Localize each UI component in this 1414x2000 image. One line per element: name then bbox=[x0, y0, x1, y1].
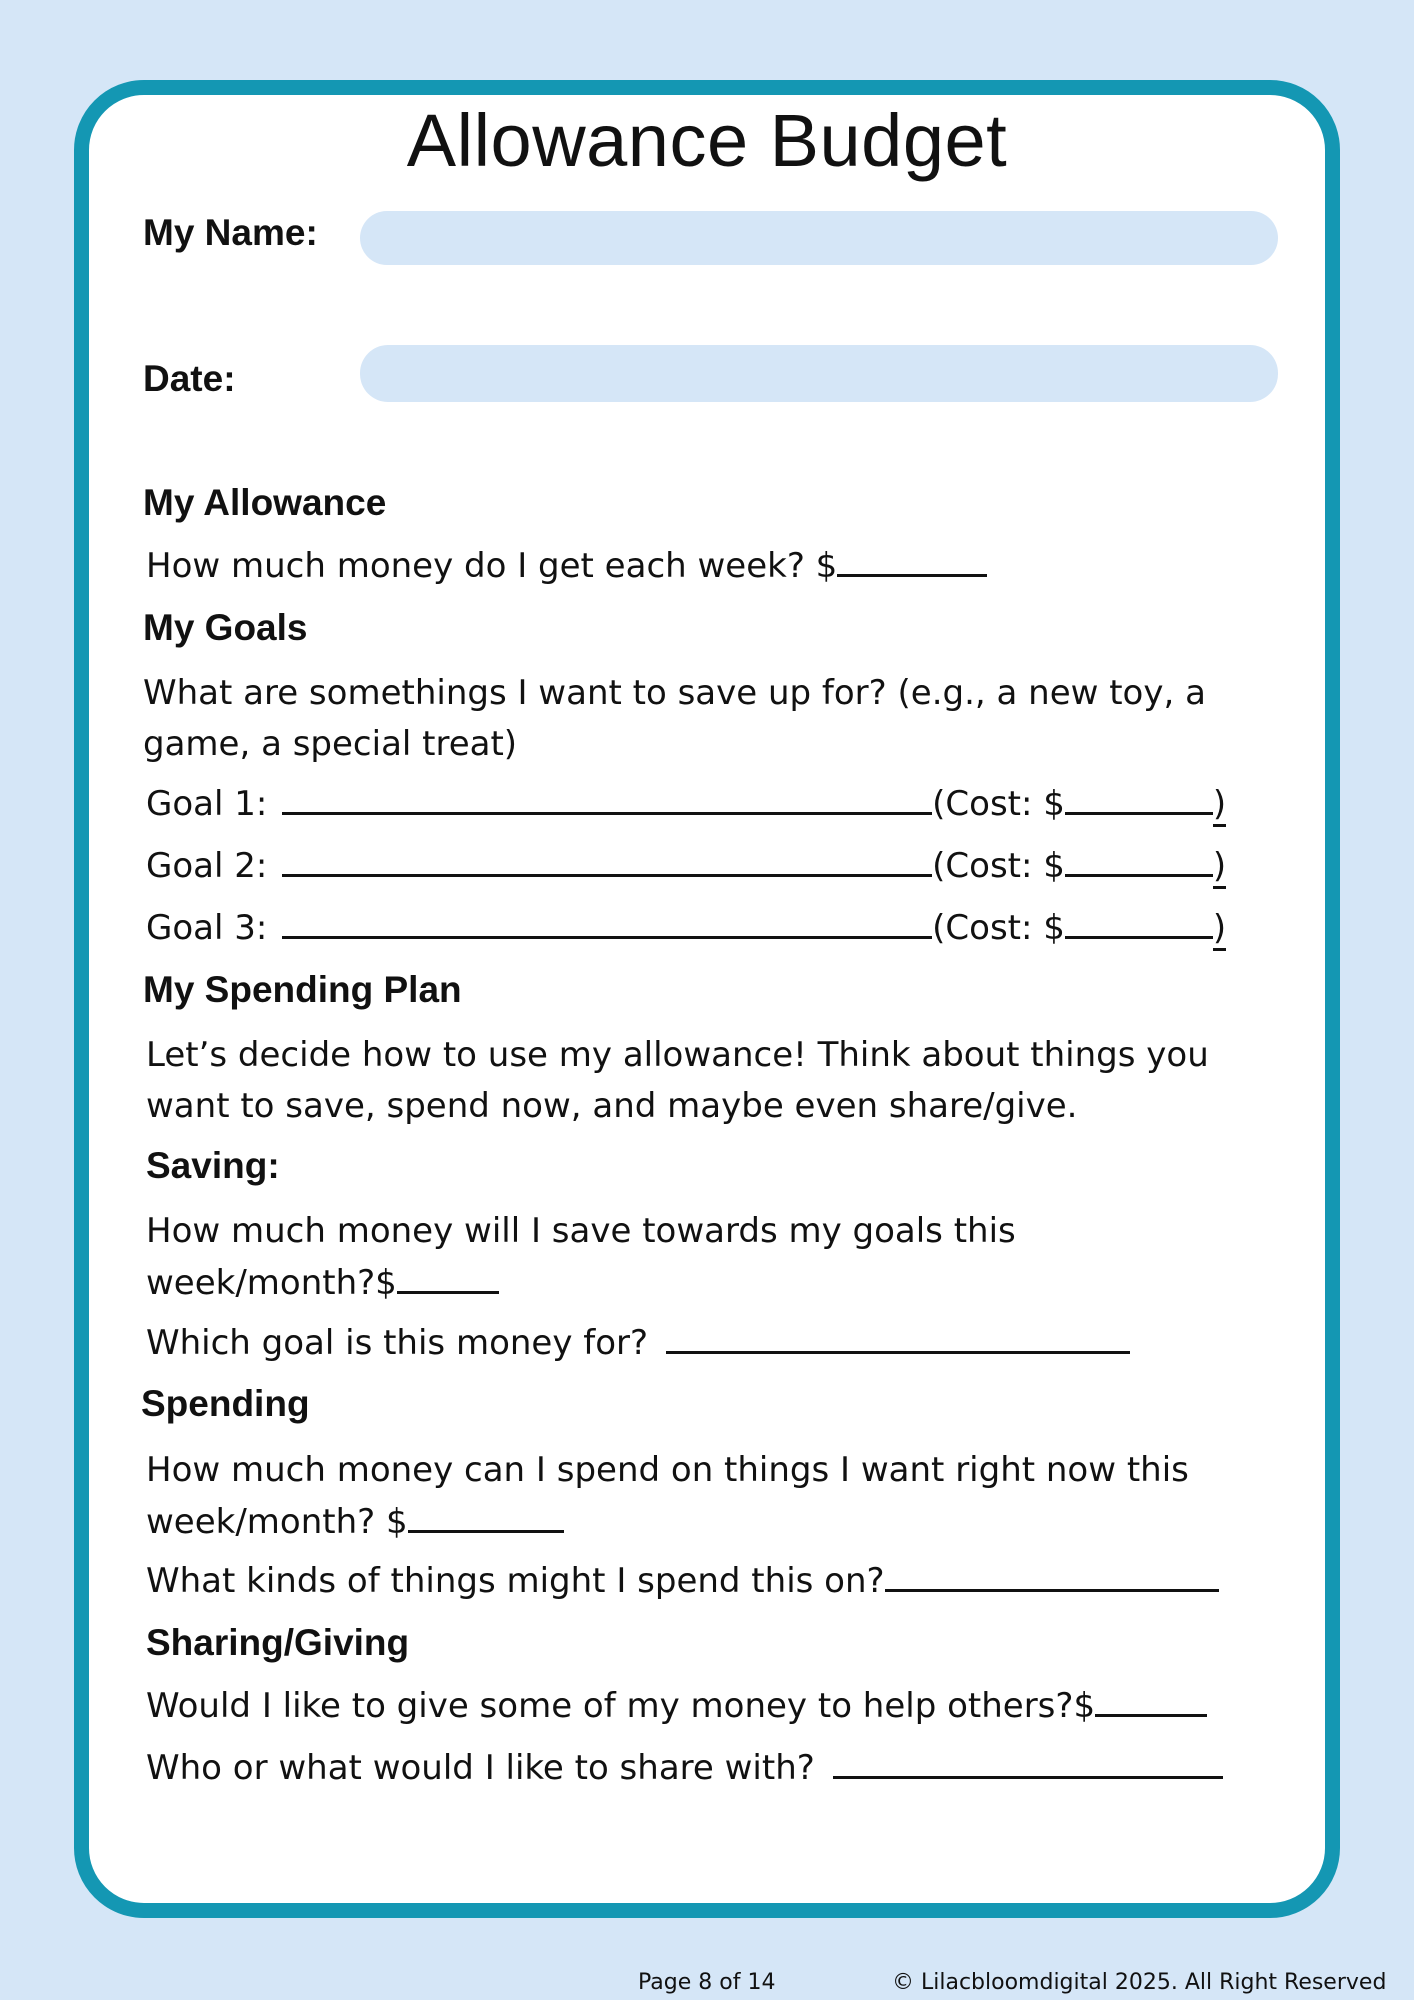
goal-1-blank[interactable] bbox=[282, 782, 932, 815]
saving-question: How much money will I save towards my goals this week/month?$ bbox=[146, 1211, 1016, 1303]
saving-goal-question: Which goal is this money for? bbox=[146, 1321, 1130, 1363]
goals-heading: My Goals bbox=[143, 607, 308, 648]
page-number: Page 8 of 14 bbox=[638, 1970, 776, 1995]
sharing-amount-blank[interactable] bbox=[1095, 1684, 1207, 1717]
goal-3-blank[interactable] bbox=[282, 906, 932, 939]
sharing-who-question: Who or what would I like to share with? bbox=[146, 1746, 1223, 1788]
sharing-question: Would I like to give some of my money to help others?$ bbox=[146, 1684, 1207, 1726]
goal-3-cost-blank[interactable] bbox=[1065, 906, 1213, 939]
sharing-heading: Sharing/Giving bbox=[146, 1622, 410, 1663]
goal-row: Goal 3: (Cost: $ ) bbox=[146, 906, 1226, 948]
saving-amount-blank[interactable] bbox=[397, 1261, 499, 1294]
spending-heading: Spending bbox=[141, 1383, 310, 1424]
goal-row: Goal 2: (Cost: $ ) bbox=[146, 844, 1226, 886]
spending-kinds-blank[interactable] bbox=[885, 1559, 1219, 1592]
goal-1-cost-blank[interactable] bbox=[1065, 782, 1213, 815]
saving-goal-blank[interactable] bbox=[666, 1321, 1130, 1354]
spending-amount-blank[interactable] bbox=[408, 1500, 564, 1533]
allowance-question: How much money do I get each week? $ bbox=[146, 544, 987, 586]
spending-kinds-question: What kinds of things might I spend this on? bbox=[146, 1559, 1219, 1601]
saving-heading: Saving: bbox=[146, 1145, 280, 1186]
goal-2-blank[interactable] bbox=[282, 844, 932, 877]
spending-question: How much money can I spend on things I want right now this week/month? $ bbox=[146, 1450, 1189, 1542]
name-input[interactable] bbox=[360, 211, 1278, 265]
goal-row: Goal 1: (Cost: $ ) bbox=[146, 782, 1226, 824]
spending-plan-heading: My Spending Plan bbox=[143, 969, 462, 1010]
allowance-heading: My Allowance bbox=[143, 482, 387, 523]
date-input[interactable] bbox=[360, 345, 1278, 402]
sharing-who-blank[interactable] bbox=[833, 1746, 1223, 1779]
copyright-notice: © Lilacbloomdigital 2025. All Right Reserved bbox=[892, 1970, 1387, 1995]
allowance-amount-blank[interactable] bbox=[837, 544, 987, 577]
goals-intro: What are somethings I want to save up for? (e.g., a new toy, a game, a special treat) bbox=[143, 673, 1206, 764]
spending-plan-intro: Let’s decide how to use my allowance! Think about things you want to save, spend now, and maybe even share/give. bbox=[146, 1035, 1209, 1126]
goal-2-cost-blank[interactable] bbox=[1065, 844, 1213, 877]
page-title: Allowance Budget bbox=[406, 99, 1008, 182]
name-label: My Name: bbox=[143, 212, 318, 253]
date-label: Date: bbox=[143, 358, 236, 399]
